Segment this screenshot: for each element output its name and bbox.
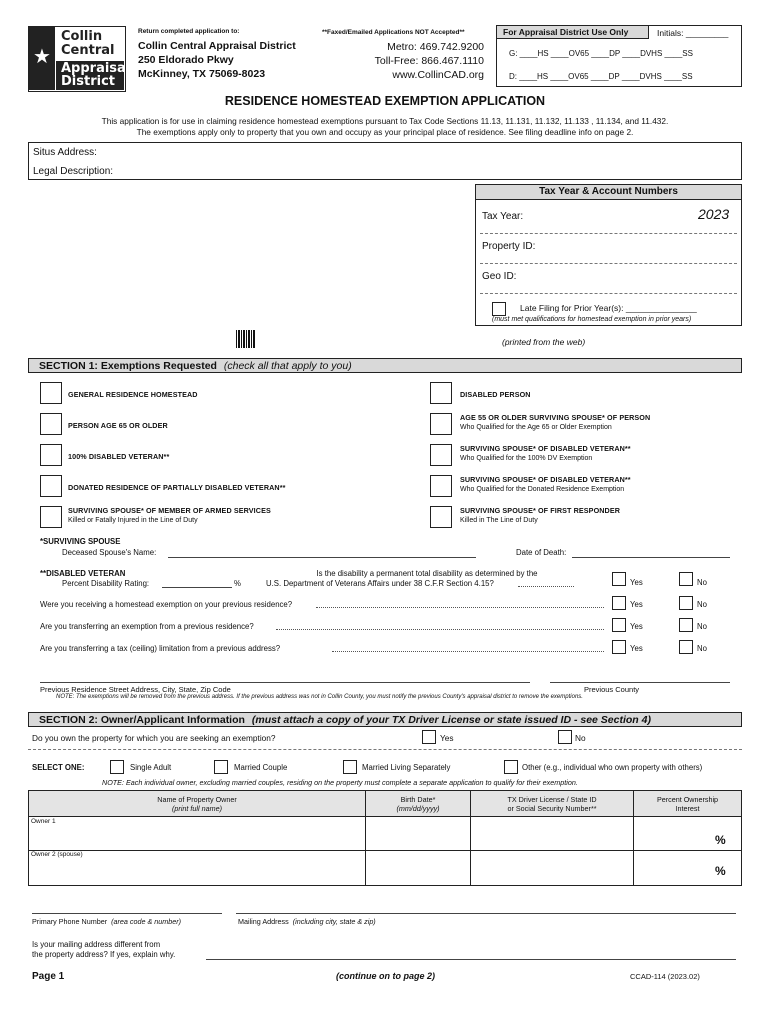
legal-description-label: Legal Description: [33,166,114,177]
permanent-no-checkbox[interactable] [679,572,693,586]
transfer-exemption-no-checkbox[interactable] [679,618,693,632]
disabled-vet-title: **DISABLED VETERAN [40,569,126,578]
late-filing-checkbox[interactable] [492,302,506,316]
other-owner-checkbox[interactable] [504,760,518,774]
exemption-armed-services-checkbox[interactable] [40,506,62,528]
select-one-label: SELECT ONE: [32,763,85,772]
district-name: Collin Central Appraisal District [138,40,296,52]
office-use-row-g: G: ____HS ____OV65 ____DP ____DVHS ____SS [509,49,693,58]
own-no-label: No [575,733,586,743]
percent-sign: % [234,579,241,588]
date-of-death-input[interactable] [572,557,730,558]
married-separately-checkbox[interactable] [343,760,357,774]
mailing-q1: Is your mailing address different from [32,940,161,949]
owner1-id-input[interactable] [474,821,630,847]
exemption-armed-services-label: SURVIVING SPOUSE* OF MEMBER OF ARMED SERVICES [68,506,271,515]
district-address2: McKinney, TX 75069-8023 [138,68,266,80]
exemption-spouse-dv-checkbox[interactable] [430,444,452,466]
geo-id-input[interactable] [526,268,736,286]
exemption-disabled-checkbox[interactable] [430,382,452,404]
q-transfer-ceiling: Are you transferring a tax (ceiling) limitation from a previous address? [40,644,281,653]
own-no-checkbox[interactable] [558,730,572,744]
transfer-exemption-no-label: No [697,622,707,631]
owner2-label: Owner 2 (spouse) [31,851,83,858]
col-driver-license: TX Driver License / State ID or Social Security Number** [507,795,597,813]
exemption-55-spouse-sub: Who Qualified for the Age 65 or Older Exemption [460,424,612,431]
prev-homestead-yes-checkbox[interactable] [612,596,626,610]
form-id: CCAD-114 (2023.02) [630,972,700,981]
prev-note: NOTE: The exemptions will be removed from the previous address. If the previous address was not in Collin County, you must notify the previous County's appraisal district to remove the exemptions. [56,694,583,700]
intro-line1: This application is for use in claiming residence homestead exemptions pursuant to Tax Code Sections 11.13, 11.131, 11.132, 11.133 , 11.134, and 11.432. [101,116,669,126]
exemption-donated-label: DONATED RESIDENCE OF PARTIALLY DISABLED VETERAN** [68,483,286,492]
section2-title: SECTION 2: Owner/Applicant Information [39,714,245,726]
permanent-q2: U.S. Department of Veterans Affairs under 38 C.F.R Section 4.15? [266,579,494,588]
continue-note: (continue on to page 2) [336,971,435,981]
married-couple-checkbox[interactable] [214,760,228,774]
mailing-label: Mailing Address (including city, state & zip) [238,917,376,926]
late-filing-label: Late Filing for Prior Year(s): _______________ [520,303,697,313]
geo-id-label: Geo ID: [482,271,517,282]
owner2-birth-input[interactable] [369,854,467,880]
exemption-general-checkbox[interactable] [40,382,62,404]
transfer-ceiling-yes-checkbox[interactable] [612,640,626,654]
mailing-q2: the property address? If yes, explain why. [32,950,176,959]
percent-label: Percent Disability Rating: [62,579,150,588]
other-owner-label: Other (e.g., individual who own property with others) [522,763,703,772]
return-label: Return completed application to: [138,28,240,35]
permanent-q1: Is the disability a permanent total disability as determined by the [316,569,538,578]
owner1-pct[interactable]: % [715,833,726,847]
own-question: Do you own the property for which you are seeking an exemption? [32,733,276,743]
district-logo [28,26,131,92]
situs-address-label: Situs Address: [33,147,97,158]
property-id-input[interactable] [546,238,736,256]
surviving-spouse-title: *SURVIVING SPOUSE [40,537,121,546]
logo-line2: Central [61,43,115,58]
owner2-id-input[interactable] [474,854,630,880]
date-of-death-label: Date of Death: [516,548,567,557]
situs-address-input[interactable] [110,144,730,160]
website: www.CollinCAD.org [392,69,484,81]
faxed-note: **Faxed/Emailed Applications NOT Accepted** [322,29,465,36]
section2-bar [28,712,742,727]
exemption-spouse-donated-sub: Who Qualified for the Donated Residence Exemption [460,486,625,493]
exemption-first-responder-sub: Killed in The Line of Duty [460,517,538,524]
exemption-55-spouse-label: AGE 55 OR OLDER SURVIVING SPOUSE* OF PERSON [460,413,651,422]
owner1-birth-input[interactable] [369,821,467,847]
tax-year-value[interactable]: 2023 [698,206,730,222]
deceased-name-input[interactable] [168,557,476,558]
office-use-title: For Appraisal District Use Only [497,26,649,39]
exemption-first-responder-checkbox[interactable] [430,506,452,528]
col-percent-ownership: Percent Ownership Interest [656,795,719,813]
phone-input[interactable] [32,913,222,914]
single-adult-checkbox[interactable] [110,760,124,774]
transfer-ceiling-no-checkbox[interactable] [679,640,693,654]
exemption-spouse-dv-label: SURVIVING SPOUSE* OF DISABLED VETERAN** [460,444,631,453]
printed-note: (printed from the web) [502,337,586,347]
own-yes-checkbox[interactable] [422,730,436,744]
prev-homestead-yes-label: Yes [630,600,643,609]
prev-address-label: Previous Residence Street Address, City, State, Zip Code [40,685,231,694]
barcode-icon [236,330,256,348]
exemption-disabled-label: DISABLED PERSON [460,390,531,399]
form-title: RESIDENCE HOMESTEAD EXEMPTION APPLICATION [224,94,546,108]
district-address1: 250 Eldorado Pkwy [138,54,234,66]
exemption-over65-label: PERSON AGE 65 OR OLDER [68,421,168,430]
q-transfer-exemption: Are you transferring an exemption from a previous residence? [40,622,254,631]
married-couple-label: Married Couple [234,763,288,772]
prev-county-input[interactable] [550,682,730,683]
percent-input[interactable] [162,587,232,588]
owner1-name-input[interactable] [33,826,361,848]
col-birth-date: Birth Date* (mm/dd/yyyy) [396,795,440,813]
section1-bar [28,358,742,373]
exemption-spouse-dv-sub: Who Qualified for the 100% DV Exemption [460,455,593,462]
legal-description-input[interactable] [130,163,730,179]
page-number: Page 1 [32,971,65,982]
prev-county-label: Previous County [584,685,640,694]
prev-homestead-no-checkbox[interactable] [679,596,693,610]
married-separately-label: Married Living Separately [362,763,451,772]
logo-line3: Appraisal [61,61,131,76]
permanent-yes-checkbox[interactable] [612,572,626,586]
exemption-spouse-donated-label: SURVIVING SPOUSE* OF DISABLED VETERAN** [460,475,631,484]
section1-subtitle: (check all that apply to you) [223,360,352,372]
owner2-pct[interactable]: % [715,864,726,878]
phone-tollfree: Toll-Free: 866.467.1110 [374,55,484,67]
section2-note: NOTE: Each individual owner, excluding married couples, residing on the property must complete a separate application to qualify for their exemption. [102,778,578,787]
exemption-donated-checkbox[interactable] [40,475,62,497]
property-id-label: Property ID: [482,241,536,252]
single-adult-label: Single Adult [130,763,172,772]
exemption-100dv-label: 100% DISABLED VETERAN** [68,452,170,461]
phone-metro: Metro: 469.742.9200 [387,41,484,53]
phone-label: Primary Phone Number (area code & number) [32,917,182,926]
prev-homestead-no-label: No [697,600,707,609]
logo-line1: Collin [61,29,103,44]
exemption-over65-checkbox[interactable] [40,413,62,435]
office-use-box [496,25,742,87]
section1-title: SECTION 1: Exemptions Requested [39,360,217,372]
late-filing-note: (must met qualifications for homestead exemption in prior years) [492,316,692,323]
office-use-row-d: D: ____HS ____OV65 ____DP ____DVHS ____SS [509,72,693,81]
transfer-exemption-yes-label: Yes [630,622,643,631]
exemption-spouse-donated-checkbox[interactable] [430,475,452,497]
mailing-explain-input[interactable] [206,959,736,960]
deceased-name-label: Deceased Spouse's Name: [62,548,157,557]
col-owner-name: Name of Property Owner (print full name) [157,795,237,813]
tax-year-box [475,184,742,326]
logo-line4: District [61,74,115,89]
office-use-initials: Initials: _________ [657,28,729,38]
transfer-exemption-yes-checkbox[interactable] [612,618,626,632]
exemption-100dv-checkbox[interactable] [40,444,62,466]
tax-box-title: Tax Year & Account Numbers [476,185,741,200]
prev-address-input[interactable] [40,682,530,683]
owner1-label: Owner 1 [31,818,56,825]
intro-line2: The exemptions apply only to property that you own and occupy as your principal place of residence. See filing deadline info on page 2. [136,127,634,137]
exemption-first-responder-label: SURVIVING SPOUSE* OF FIRST RESPONDER [460,506,621,515]
section2-subtitle: (must attach a copy of your TX Driver License or state issued ID - see Section 4) [251,714,651,726]
transfer-ceiling-yes-label: Yes [630,644,643,653]
exemption-55-spouse-checkbox[interactable] [430,413,452,435]
q-prev-homestead: Were you receiving a homestead exemption on your previous residence? [40,600,293,609]
star-icon: ★ [33,46,51,68]
owner2-name-input[interactable] [33,859,361,881]
exemption-armed-services-sub: Killed or Fatally Injured in the Line of Duty [68,517,198,524]
permanent-no-label: No [697,578,707,587]
permanent-yes-label: Yes [630,578,643,587]
tax-year-label: Tax Year: [482,211,524,222]
mailing-address-input[interactable] [236,913,736,914]
transfer-ceiling-no-label: No [697,644,707,653]
owner-table [28,790,742,886]
exemption-general-label: GENERAL RESIDENCE HOMESTEAD [68,390,198,399]
own-yes-label: Yes [440,733,454,743]
